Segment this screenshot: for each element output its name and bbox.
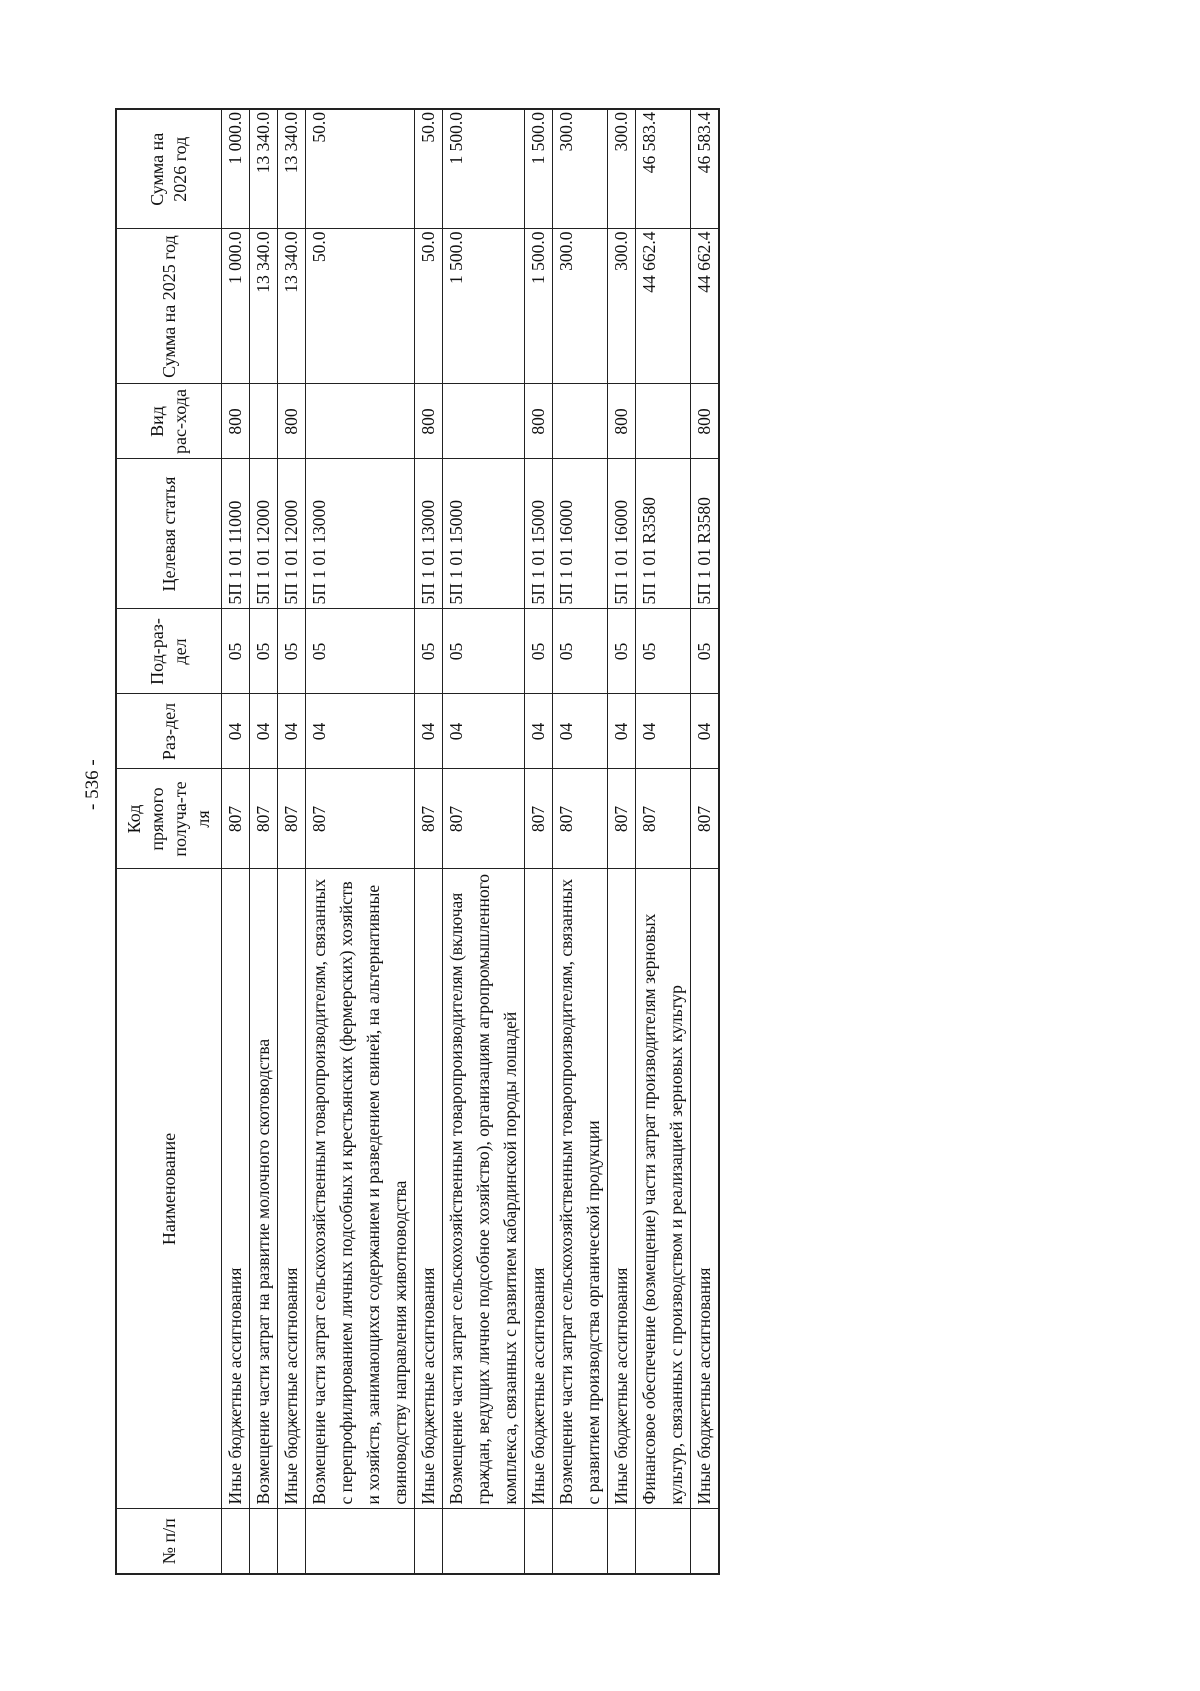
table-row bbox=[443, 109, 525, 1574]
header-row bbox=[116, 109, 222, 1574]
cell-code: 807 bbox=[306, 769, 415, 869]
cell-sum-2026: 46 583.4 bbox=[691, 109, 720, 229]
cell-sum-2026: 50.0 bbox=[306, 109, 415, 229]
cell-target: 5П 1 01 15000 bbox=[525, 459, 553, 609]
cell-subsection: 05 bbox=[306, 609, 415, 694]
cell-target: 5П 1 01 11000 bbox=[222, 459, 250, 609]
cell-sum-2026: 50.0 bbox=[415, 109, 443, 229]
cell-target: 5П 1 01 12000 bbox=[250, 459, 278, 609]
table-row bbox=[278, 109, 306, 1574]
cell-sum-2025: 300.0 bbox=[553, 229, 608, 384]
cell-num bbox=[608, 1509, 636, 1574]
cell-expense-type: 800 bbox=[691, 384, 720, 459]
table-row bbox=[306, 109, 415, 1574]
cell-target: 5П 1 01 16000 bbox=[553, 459, 608, 609]
table-row bbox=[525, 109, 553, 1574]
cell-subsection: 05 bbox=[525, 609, 553, 694]
cell-expense-type bbox=[553, 384, 608, 459]
cell-num bbox=[278, 1509, 306, 1574]
cell-target: 5П 1 01 13000 bbox=[306, 459, 415, 609]
cell-expense-type bbox=[306, 384, 415, 459]
cell-section: 04 bbox=[222, 694, 250, 769]
cell-name: Возмещение части затрат сельскохозяйственным товаропроизводителям, связанных с развитием производства органической продукции bbox=[553, 869, 608, 1509]
cell-section: 04 bbox=[691, 694, 720, 769]
header-sum-2025: Сумма на 2025 год bbox=[116, 229, 222, 384]
cell-num bbox=[222, 1509, 250, 1574]
cell-sum-2025: 50.0 bbox=[415, 229, 443, 384]
header-num: № п/п bbox=[116, 1509, 222, 1574]
cell-section: 04 bbox=[608, 694, 636, 769]
cell-code: 807 bbox=[250, 769, 278, 869]
cell-section: 04 bbox=[443, 694, 525, 769]
cell-sum-2026: 1 500.0 bbox=[525, 109, 553, 229]
cell-name: Иные бюджетные ассигнования bbox=[608, 869, 636, 1509]
cell-num bbox=[553, 1509, 608, 1574]
header-expense-type: Вид рас-хода bbox=[116, 384, 222, 459]
cell-code: 807 bbox=[222, 769, 250, 869]
cell-expense-type bbox=[636, 384, 691, 459]
cell-subsection: 05 bbox=[278, 609, 306, 694]
table-row bbox=[222, 109, 250, 1574]
page-number: - 536 - bbox=[82, 759, 103, 810]
cell-expense-type: 800 bbox=[525, 384, 553, 459]
cell-target: 5П 1 01 R3580 bbox=[691, 459, 720, 609]
cell-section: 04 bbox=[415, 694, 443, 769]
cell-sum-2025: 44 662.4 bbox=[636, 229, 691, 384]
cell-sum-2026: 13 340.0 bbox=[278, 109, 306, 229]
cell-expense-type: 800 bbox=[608, 384, 636, 459]
cell-target: 5П 1 01 15000 bbox=[443, 459, 525, 609]
cell-sum-2025: 13 340.0 bbox=[278, 229, 306, 384]
cell-sum-2025: 50.0 bbox=[306, 229, 415, 384]
cell-sum-2026: 300.0 bbox=[608, 109, 636, 229]
table-row bbox=[250, 109, 278, 1574]
cell-section: 04 bbox=[306, 694, 415, 769]
table-row bbox=[553, 109, 608, 1574]
cell-expense-type bbox=[443, 384, 525, 459]
cell-code: 807 bbox=[691, 769, 720, 869]
header-code: Код прямого получа-те ля bbox=[116, 769, 222, 869]
cell-sum-2026: 46 583.4 bbox=[636, 109, 691, 229]
cell-subsection: 05 bbox=[691, 609, 720, 694]
header-subsection: Под-раз-дел bbox=[116, 609, 222, 694]
cell-expense-type: 800 bbox=[278, 384, 306, 459]
cell-num bbox=[636, 1509, 691, 1574]
cell-section: 04 bbox=[250, 694, 278, 769]
cell-name: Возмещение части затрат на развитие молочного скотоводства bbox=[250, 869, 278, 1509]
cell-code: 807 bbox=[608, 769, 636, 869]
cell-sum-2025: 13 340.0 bbox=[250, 229, 278, 384]
cell-num bbox=[306, 1509, 415, 1574]
cell-subsection: 05 bbox=[443, 609, 525, 694]
cell-subsection: 05 bbox=[636, 609, 691, 694]
cell-code: 807 bbox=[278, 769, 306, 869]
cell-sum-2026: 1 000.0 bbox=[222, 109, 250, 229]
cell-sum-2025: 1 000.0 bbox=[222, 229, 250, 384]
rotated-table-container bbox=[115, 110, 910, 1575]
cell-name: Иные бюджетные ассигнования bbox=[415, 869, 443, 1509]
cell-name: Возмещение части затрат сельскохозяйственным товаропроизводителям, связанных с перепрофилированием личных подсобных и крестьянских (фермерских) хозяйств и хозяйств, занимающихся содержанием и разведением свиней, на альтернативные свиноводству направления животноводства bbox=[306, 869, 415, 1509]
cell-code: 807 bbox=[553, 769, 608, 869]
cell-num bbox=[525, 1509, 553, 1574]
cell-code: 807 bbox=[415, 769, 443, 869]
cell-num bbox=[250, 1509, 278, 1574]
table-row bbox=[608, 109, 636, 1574]
cell-section: 04 bbox=[636, 694, 691, 769]
cell-name: Иные бюджетные ассигнования bbox=[525, 869, 553, 1509]
cell-sum-2026: 1 500.0 bbox=[443, 109, 525, 229]
header-sum-2026: Сумма на 2026 год bbox=[116, 109, 222, 229]
header-target: Целевая статья bbox=[116, 459, 222, 609]
cell-name: Иные бюджетные ассигнования bbox=[278, 869, 306, 1509]
cell-section: 04 bbox=[525, 694, 553, 769]
cell-sum-2025: 300.0 bbox=[608, 229, 636, 384]
cell-subsection: 05 bbox=[553, 609, 608, 694]
cell-section: 04 bbox=[278, 694, 306, 769]
cell-name: Иные бюджетные ассигнования bbox=[222, 869, 250, 1509]
header-section: Раз-дел bbox=[116, 694, 222, 769]
cell-name: Иные бюджетные ассигнования bbox=[691, 869, 720, 1509]
cell-sum-2026: 13 340.0 bbox=[250, 109, 278, 229]
cell-sum-2026: 300.0 bbox=[553, 109, 608, 229]
cell-num bbox=[443, 1509, 525, 1574]
cell-num bbox=[691, 1509, 720, 1574]
cell-expense-type: 800 bbox=[415, 384, 443, 459]
table-row bbox=[636, 109, 691, 1574]
cell-num bbox=[415, 1509, 443, 1574]
cell-target: 5П 1 01 12000 bbox=[278, 459, 306, 609]
cell-code: 807 bbox=[443, 769, 525, 869]
cell-subsection: 05 bbox=[222, 609, 250, 694]
cell-subsection: 05 bbox=[608, 609, 636, 694]
cell-target: 5П 1 01 R3580 bbox=[636, 459, 691, 609]
cell-code: 807 bbox=[525, 769, 553, 869]
cell-expense-type bbox=[250, 384, 278, 459]
cell-sum-2025: 1 500.0 bbox=[443, 229, 525, 384]
cell-sum-2025: 44 662.4 bbox=[691, 229, 720, 384]
table-row bbox=[691, 109, 720, 1574]
cell-name: Возмещение части затрат сельскохозяйственным товаропроизводителям (включая граждан, ведущих личное подсобное хозяйство), организациям агропромышленного комплекса, связанных с развитием кабардинской породы лошадей bbox=[443, 869, 525, 1509]
cell-sum-2025: 1 500.0 bbox=[525, 229, 553, 384]
cell-section: 04 bbox=[553, 694, 608, 769]
cell-target: 5П 1 01 13000 bbox=[415, 459, 443, 609]
header-name: Наименование bbox=[116, 869, 222, 1509]
cell-code: 807 bbox=[636, 769, 691, 869]
cell-subsection: 05 bbox=[415, 609, 443, 694]
cell-subsection: 05 bbox=[250, 609, 278, 694]
budget-table bbox=[115, 108, 720, 1575]
cell-name: Финансовое обеспечение (возмещение) части затрат производителям зерновых культур, связанных с производством и реализацией зерновых культур bbox=[636, 869, 691, 1509]
table-row bbox=[415, 109, 443, 1574]
cell-target: 5П 1 01 16000 bbox=[608, 459, 636, 609]
cell-expense-type: 800 bbox=[222, 384, 250, 459]
